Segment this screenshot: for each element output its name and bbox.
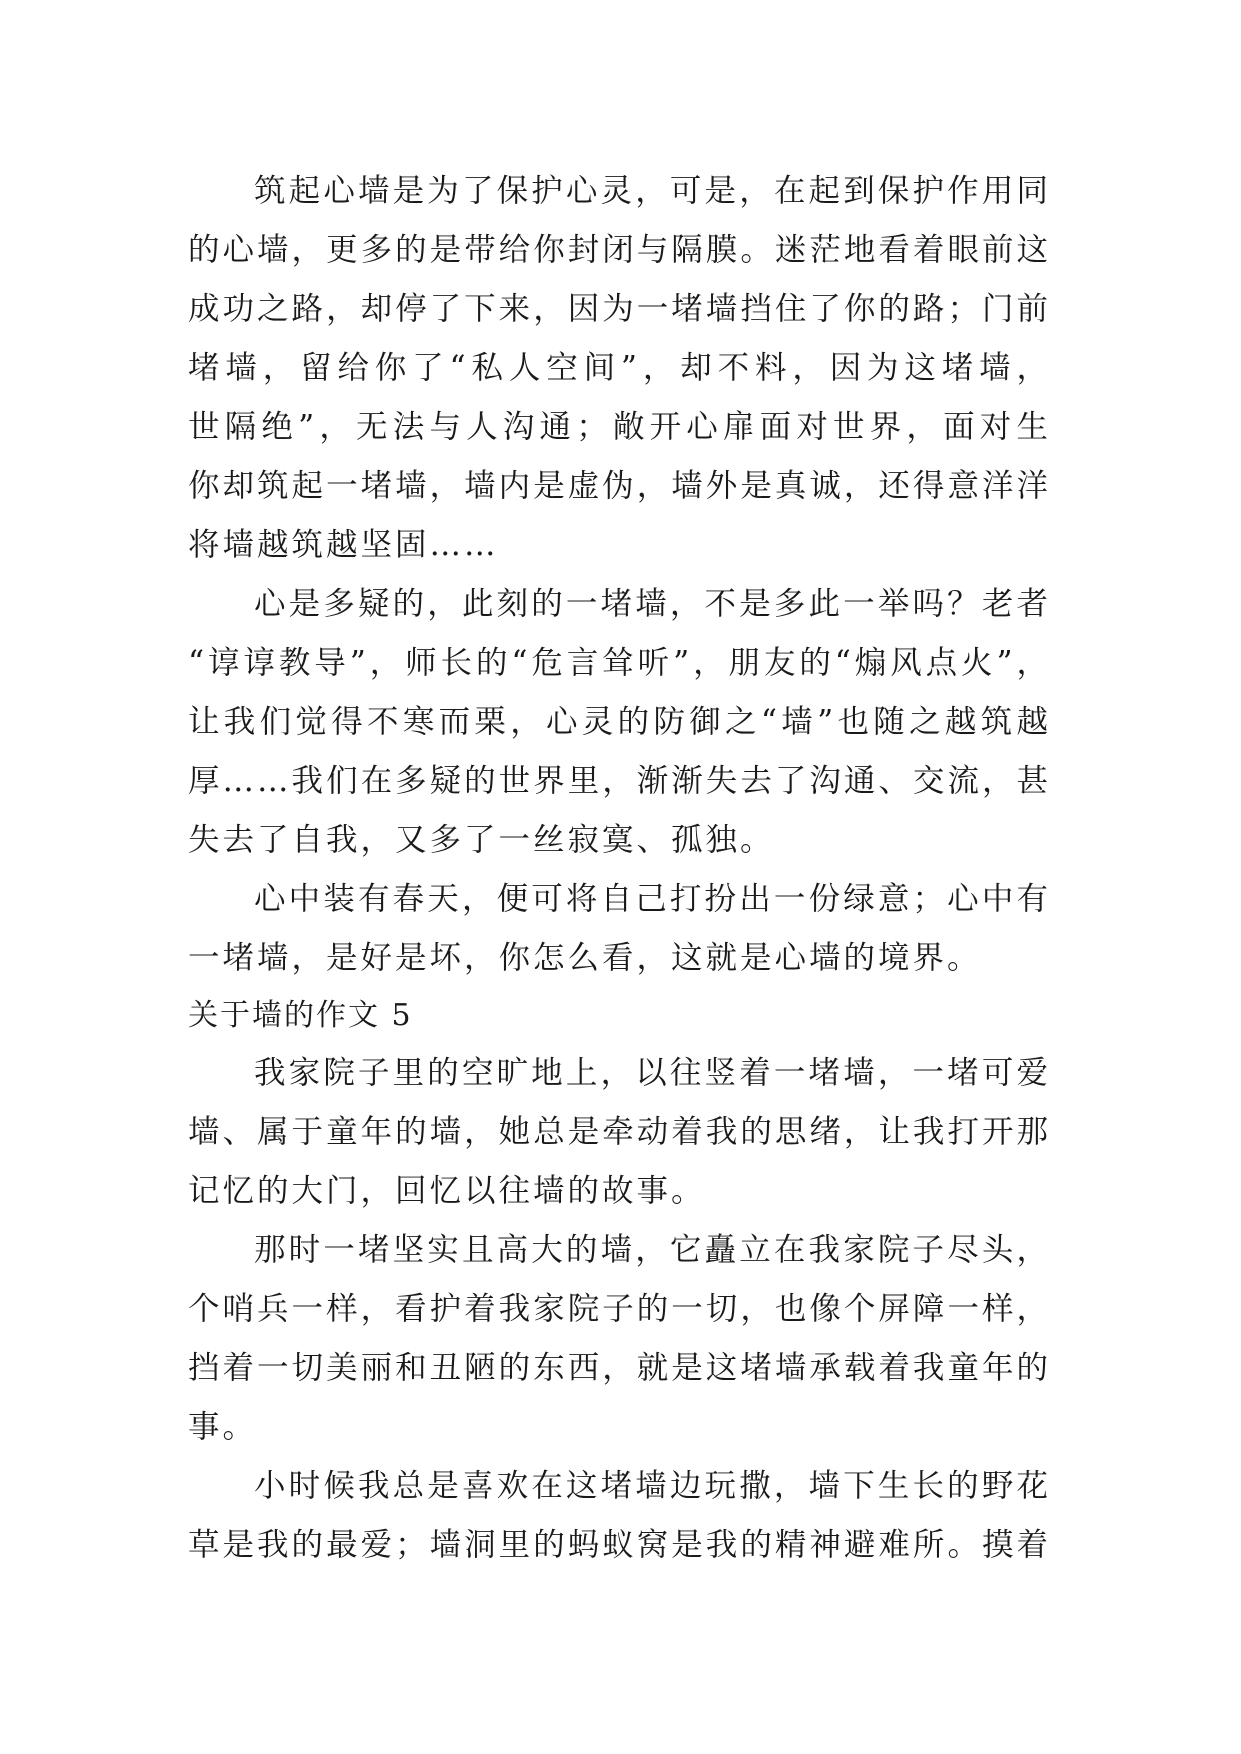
text-line: 草是我的最爱；墙洞里的蚂蚁窝是我的精神避难所。摸着: [188, 1527, 1051, 1563]
text-line: 你却筑起一堵墙，墙内是虚伪，墙外是真诚，还得意洋洋: [188, 468, 1051, 504]
text-line: 心中装有春天，便可将自己打扮出一份绿意；心中有: [254, 881, 1051, 917]
text-line: 记忆的大门，回忆以往墙的故事。: [188, 1173, 706, 1209]
text-line: 挡着一切美丽和丑陋的东西，就是这堵墙承载着我童年的: [188, 1350, 1051, 1386]
text-line: 厚……我们在多疑的世界里，渐渐失去了沟通、交流，甚: [188, 763, 1051, 799]
paragraph: [188, 1221, 1051, 1457]
text-line: “谆谆教导”，师长的“危言耸听”，朋友的“煽风点火”，: [188, 645, 1051, 681]
text-line: 墙、属于童年的墙，她总是牵动着我的思绪，让我打开那: [188, 1114, 1051, 1150]
paragraph: [188, 575, 1051, 870]
section-heading: 关于墙的作文 5: [188, 998, 413, 1033]
document-body: [188, 162, 1051, 1575]
text-line: 堵墙，留给你了“私人空间”，却不料，因为这堵墙，: [188, 350, 1051, 386]
text-line: 筑起心墙是为了保护心灵，可是，在起到保护作用同: [254, 173, 1051, 209]
paragraph: [188, 162, 1051, 575]
text-line: 让我们觉得不寒而栗，心灵的防御之“墙”也随之越筑越: [188, 704, 1051, 740]
text-line: 那时一堵坚实且高大的墙，它矗立在我家院子尽头，: [254, 1232, 1051, 1268]
text-line: 我家院子里的空旷地上，以往竖着一堵墙，一堵可爱: [254, 1055, 1051, 1091]
text-line: 世隔绝”，无法与人沟通；敞开心扉面对世界，面对生: [188, 409, 1051, 445]
text-line: 个哨兵一样，看护着我家院子的一切，也像个屏障一样，: [188, 1291, 1051, 1327]
text-line: 的心墙，更多的是带给你封闭与隔膜。迷茫地看着眼前这: [188, 232, 1051, 268]
text-line: 失去了自我，又多了一丝寂寞、孤独。: [188, 822, 775, 858]
paragraph: [188, 870, 1051, 988]
text-line: 心是多疑的，此刻的一堵墙，不是多此一举吗？老者: [254, 586, 1051, 622]
text-line: 事。: [188, 1409, 258, 1445]
text-line: 小时候我总是喜欢在这堵墙边玩撒，墙下生长的野花: [254, 1468, 1051, 1504]
paragraph: [188, 1457, 1051, 1575]
text-line: 成功之路，却停了下来，因为一堵墙挡住了你的路；门前: [188, 291, 1051, 327]
text-line: 将墙越筑越坚固……: [188, 527, 499, 563]
paragraph: [188, 1044, 1051, 1221]
text-line: 一堵墙，是好是坏，你怎么看，这就是心墙的境界。: [188, 940, 982, 976]
